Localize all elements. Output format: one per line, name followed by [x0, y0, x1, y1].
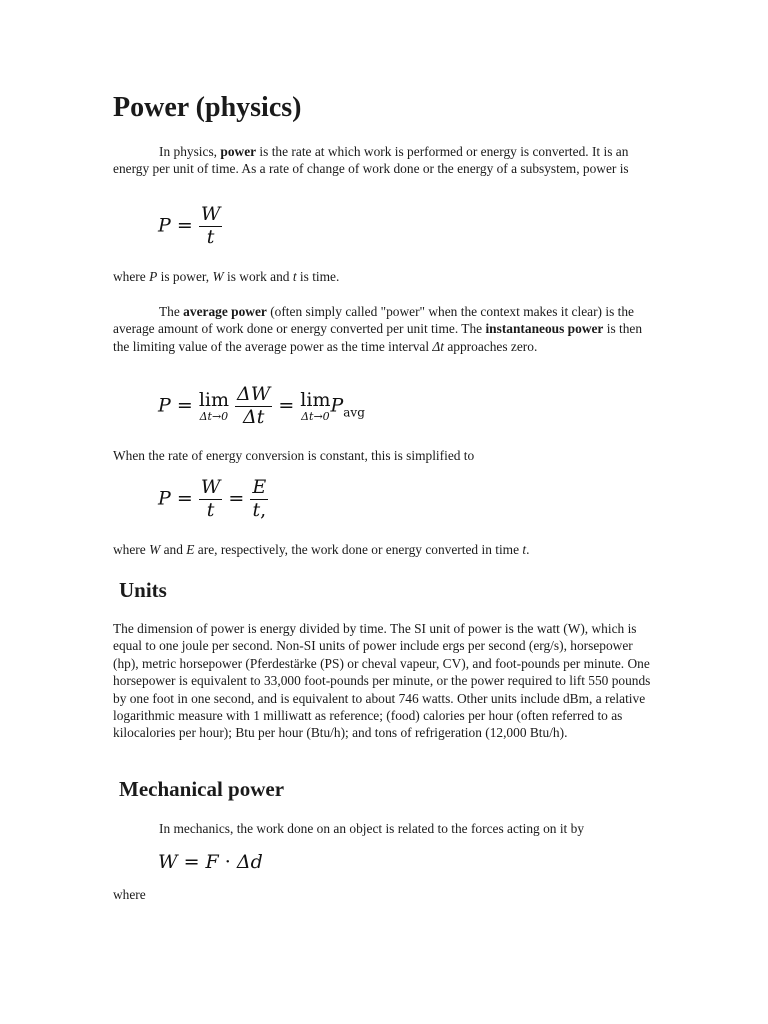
fraction-energy-over-time: $\frac{E}{t,}$ [252, 476, 267, 521]
section-heading-mechanical-power: Mechanical power [119, 777, 285, 801]
equation-constant-power: P = $\frac{W}{t}$ = $\frac{E}{t,}$ [158, 476, 267, 521]
where-paragraph-2: where W and E are, respectively, the work done or energy converted in time t. [113, 542, 530, 557]
page-title: Power (physics) [113, 92, 302, 123]
fraction-work-over-time: $\frac{W}{t}$ [200, 203, 221, 248]
units-paragraph: The dimension of power is energy divided by time. The SI unit of power is the watt (W), which is equal to one joule per second. Non-SI units of power include ergs per second (erg/s), horsepower (hp), metric horsepower (Pferdestärke (PS) or cheval vapeur, CV), and foot-pounds per minute. One horsepower is equivalent to 33,000 foot-pounds per minute, or the power required to lift 550 pounds by one foot in one second, and is equivalent to about 746 watts. Other units include dBm, a relative logarithmic measure with 1 milliwatt as reference; (food) calories per hour (often referred to as kilocalories per hour); Btu per hour (Btu/h); and tons of refrigeration (12,000 Btu/h). [113, 621, 651, 741]
limit-operator: lim Δt→0 [198, 388, 229, 423]
fraction-delta-work-over-delta-time: $\frac{\Delta W}{\Delta t}$ [237, 383, 271, 428]
fraction-work-over-time-2: $\frac{W}{t}$ [200, 476, 221, 521]
equation-work-force-displacement: W = F · Δd [158, 851, 263, 873]
mechanical-power-paragraph: In mechanics, the work done on an object is related to the forces acting on it by [159, 821, 585, 836]
equation-power-definition: P = $\frac{W}{t}$ [158, 203, 221, 248]
average-power-paragraph: The average power (often simply called "power" when the context makes it clear) is the average amount of work done or energy converted per unit time. The instantaneous power is then the limiting value of the average power as the time interval Δt approaches zero. [113, 304, 643, 354]
simplified-paragraph: When the rate of energy conversion is constant, this is simplified to [113, 448, 475, 463]
where-paragraph-3: where [113, 887, 146, 902]
term-instantaneous-power: instantaneous power [485, 321, 604, 337]
section-heading-units: Units [119, 578, 167, 602]
equation-instantaneous-power: P = lim Δt→0 $\frac{\Delta W}{\Delta t}$ = lim Δt→0 $P_{avg}$ [158, 383, 365, 428]
term-average-power: average power [183, 304, 267, 319]
intro-paragraph: In physics, power is the rate at which work is performed or energy is converted. It is an energy per unit of time. As a rate of change of work done or the energy of a subsystem, power is [113, 144, 629, 177]
limit-operator-2: lim Δt→0 [300, 388, 331, 423]
term-power: power [220, 144, 257, 159]
where-paragraph-1: where P is power, W is work and t is time. [113, 269, 340, 284]
